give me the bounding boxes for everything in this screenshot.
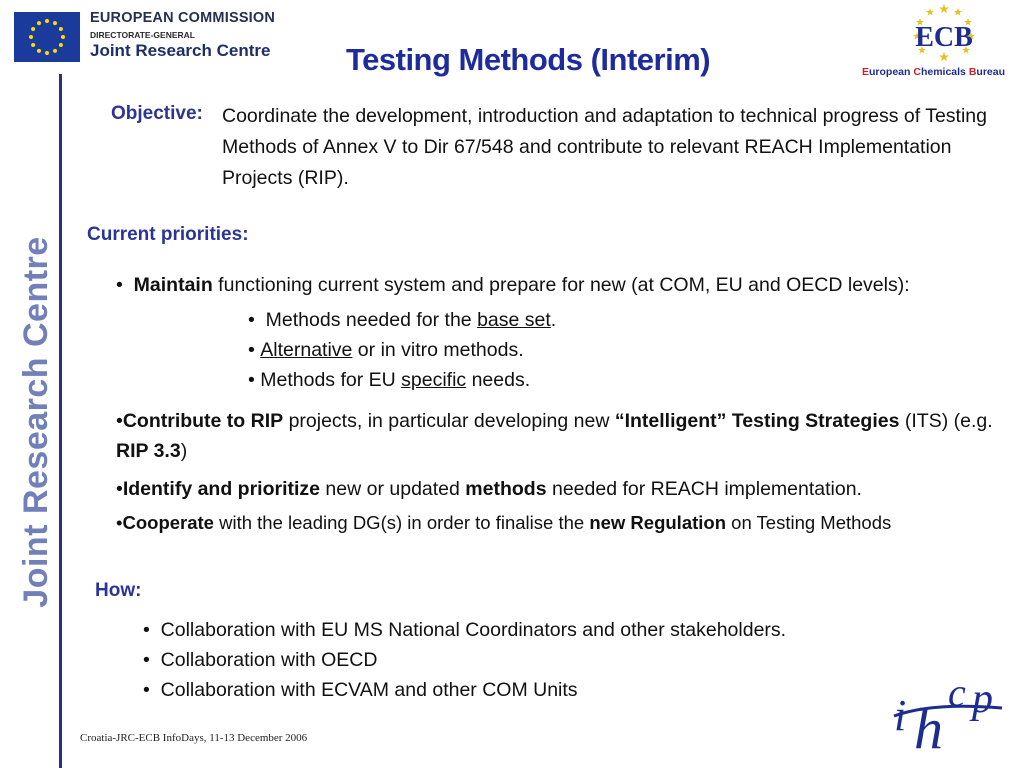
ecb-caption xyxy=(862,66,1005,78)
bullet: • xyxy=(143,679,161,701)
priority-item-contribute xyxy=(116,406,996,466)
how-item xyxy=(143,679,578,702)
b4-bold: Cooperate xyxy=(122,512,214,533)
bullet: • xyxy=(116,512,123,533)
priorities-heading: Current priorities: xyxy=(87,224,249,245)
footer-text: Croatia-JRC-ECB InfoDays, 11-13 December 2006 xyxy=(80,732,308,744)
bullet: • xyxy=(116,478,123,500)
how-item xyxy=(143,649,377,672)
b4-bold2: new Regulation xyxy=(589,512,727,533)
b4-end: on Testing Methods xyxy=(726,512,892,533)
ecb-caption-uropean: uropean xyxy=(869,66,914,78)
sub3-underlined: specific xyxy=(401,369,467,391)
ecb-logo-text: ECB xyxy=(915,22,973,53)
bullet: • xyxy=(116,410,123,432)
sidebar-vertical-text: Joint Research Centre xyxy=(17,236,55,608)
sub-item-alternative xyxy=(248,339,524,362)
ihcp-h: h xyxy=(914,696,943,756)
how-item-text: Collaboration with EU MS National Coordinators and other stakeholders. xyxy=(160,619,787,641)
b2-mid: projects, in particular developing new xyxy=(283,410,615,432)
priority-item-cooperate xyxy=(116,508,996,538)
objective-label: Objective: xyxy=(111,103,203,124)
how-item-text: Collaboration with ECVAM and other COM Units xyxy=(160,679,578,701)
b4-mid: with the leading DG(s) in order to finalise the xyxy=(213,512,590,533)
sub2-post: or in vitro methods. xyxy=(352,339,524,361)
how-heading: How: xyxy=(95,580,142,601)
priority-item-maintain xyxy=(116,270,910,301)
b2-mid2: (ITS) (e.g. xyxy=(899,410,993,432)
ihcp-i: i xyxy=(894,691,907,740)
bullet: • xyxy=(248,339,261,361)
b2-bold: Contribute to RIP xyxy=(122,410,284,432)
b2-bold3: RIP 3.3 xyxy=(116,440,181,462)
ec-logo-text xyxy=(90,10,275,61)
b3-bold2: methods xyxy=(465,478,547,500)
sub-item-specific xyxy=(248,369,530,392)
b3-bold: Identify and prioritize xyxy=(122,478,321,500)
ecb-caption-hemicals: hemicals xyxy=(920,66,969,78)
ec-dg: DIRECTORATE-GENERAL xyxy=(90,30,195,40)
objective-text: Coordinate the development, introduction and adaptation to technical progress of Testing Methods of Annex V to Dir 67/548 and contribute to relevant REACH Implementation Projects (RIP). xyxy=(222,105,987,189)
eu-flag-icon xyxy=(14,12,80,62)
sidebar-vertical-label xyxy=(14,222,58,622)
b2-end: ) xyxy=(180,440,188,462)
ec-jrc: Joint Research Centre xyxy=(90,41,271,60)
bullet: • xyxy=(116,274,134,296)
bullet: • xyxy=(143,649,161,671)
ecb-caption-ureau: ureau xyxy=(976,66,1006,78)
priority-maintain-bold: Maintain xyxy=(133,274,213,296)
sub3-post: needs. xyxy=(466,369,531,391)
ecb-caption-b: B xyxy=(968,66,977,78)
how-item-text: Collaboration with OECD xyxy=(160,649,378,671)
bullet: • xyxy=(248,309,266,331)
ecb-logo-icon xyxy=(900,2,988,62)
priority-maintain-text: functioning current system and prepare for new (at COM, EU and OECD levels): xyxy=(212,274,910,296)
sub1-underlined: base set xyxy=(477,309,551,331)
ecb-caption-c: C xyxy=(913,66,921,78)
bullet: • xyxy=(248,369,261,391)
page-title: Testing Methods (Interim) xyxy=(346,42,711,77)
sub3-pre: Methods for EU xyxy=(260,369,402,391)
sub2-underlined: Alternative xyxy=(260,339,353,361)
bullet: • xyxy=(143,619,161,641)
b2-bold2: “Intelligent” Testing Strategies xyxy=(614,410,900,432)
ihcp-c: c xyxy=(948,672,966,715)
ecb-caption-e: E xyxy=(862,66,870,78)
b3-end: needed for REACH implementation. xyxy=(546,478,862,500)
ihcp-p: p xyxy=(972,676,993,722)
sub1-pre: Methods needed for the xyxy=(265,309,478,331)
sidebar-divider xyxy=(59,74,62,768)
sub1-post: . xyxy=(550,309,557,331)
ihcp-logo-icon xyxy=(892,672,1010,756)
priority-item-identify xyxy=(116,474,862,505)
ec-title: EUROPEAN COMMISSION xyxy=(90,10,276,26)
sub-item-base-set xyxy=(248,309,556,332)
how-item xyxy=(143,619,786,642)
b3-mid: new or updated xyxy=(320,478,466,500)
